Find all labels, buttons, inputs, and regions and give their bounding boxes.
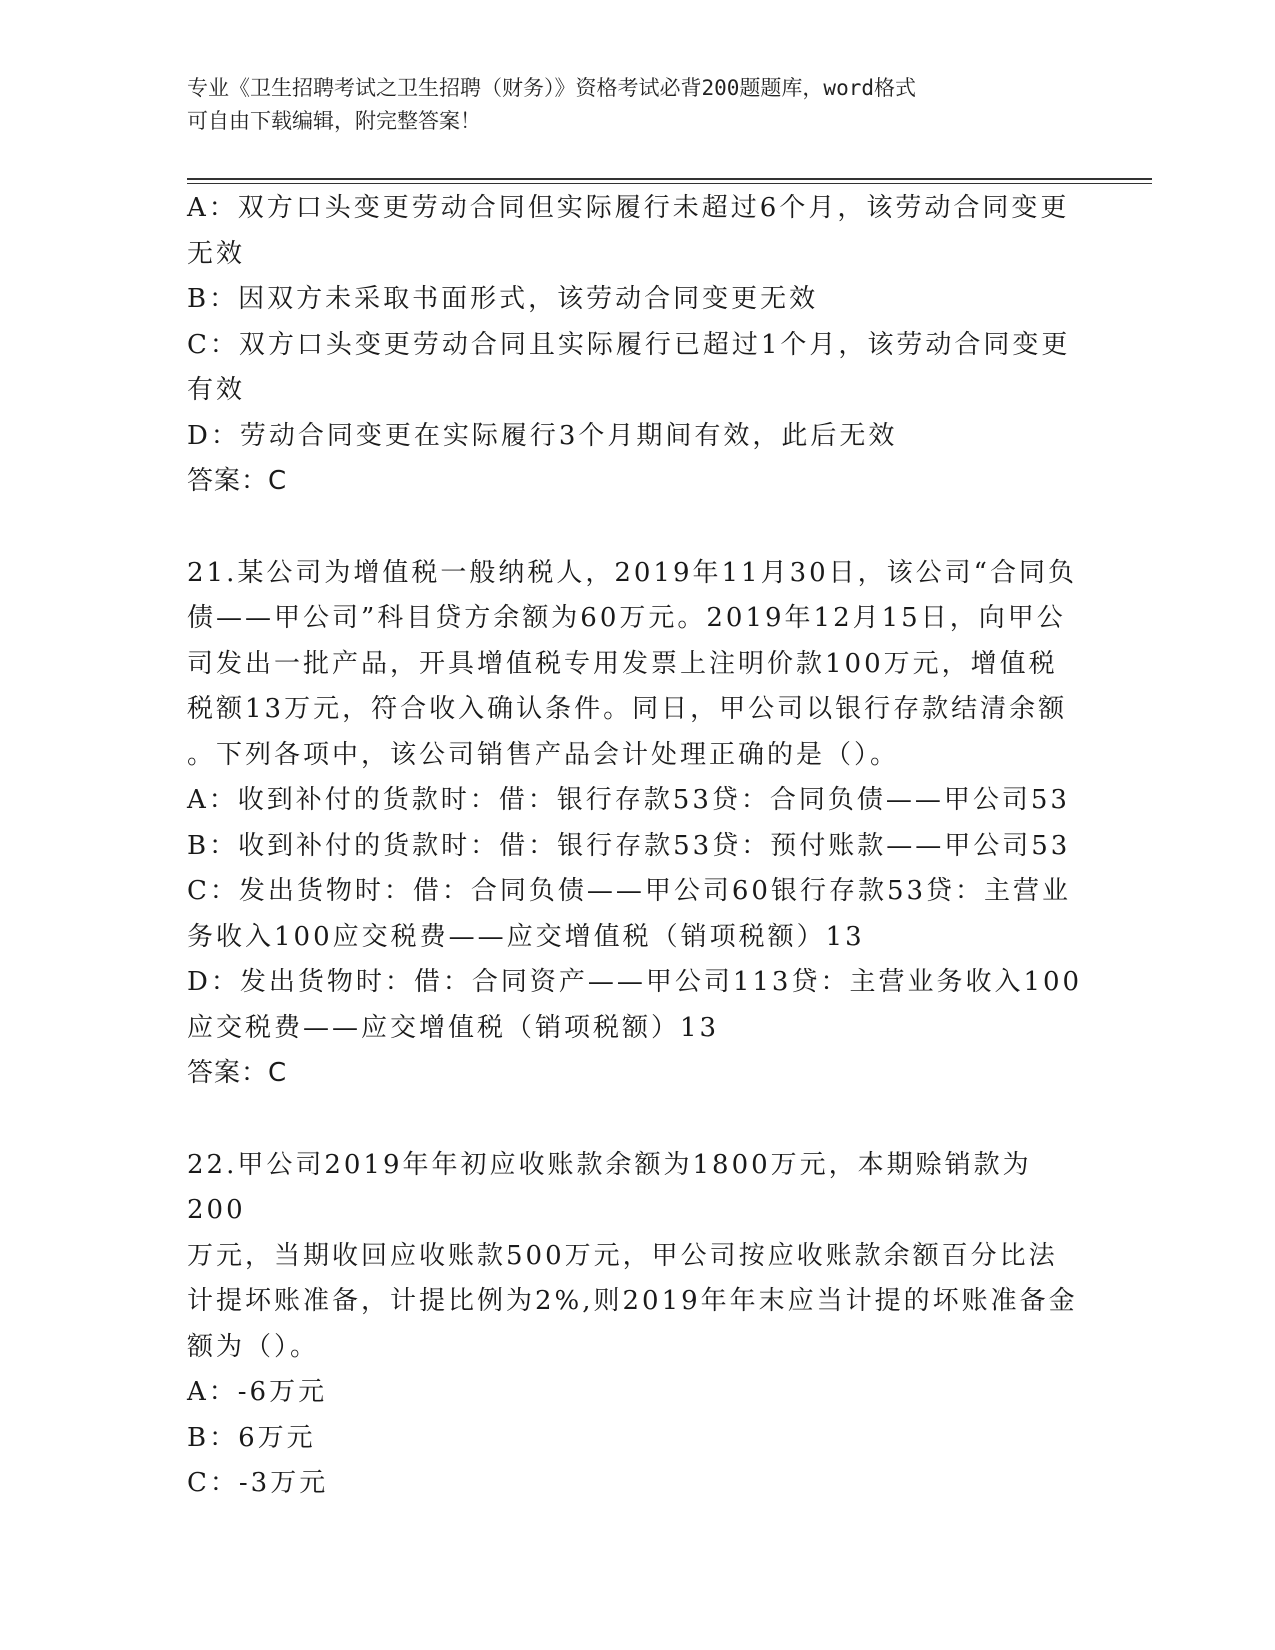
option-b: B：6万元	[187, 1422, 316, 1453]
document-body	[187, 186, 1087, 1507]
question-stem-line-3: 计提坏账准备，计提比例为2%,则2019年年末应当计提的坏账准备金	[187, 1286, 1078, 1316]
option-d: D：劳动合同变更在实际履行3个月期间有效，此后无效	[187, 420, 898, 451]
question-22	[187, 1143, 1087, 1507]
header-line-1: 专业《卫生招聘考试之卫生招聘（财务）》资格考试必背200题题库，word格式	[187, 76, 916, 100]
option-d-line-2: 应交税费——应交增值税（销项税额）13	[187, 1012, 720, 1043]
spacer	[187, 505, 1087, 551]
question-stem-line-4: 额为（）。	[187, 1331, 320, 1362]
option-b: B：因双方未采取书面形式，该劳动合同变更无效	[187, 284, 819, 314]
option-c-line-1: C：双方口头变更劳动合同且实际履行已超过1个月，该劳动合同变更	[187, 329, 1071, 360]
option-b: B：收到补付的货款时：借：银行存款53贷：预付账款——甲公司53	[187, 830, 1071, 861]
document-header	[187, 72, 1067, 138]
answer: 答案：C	[187, 466, 288, 496]
question-20	[187, 186, 1087, 505]
header-line-2: 可自由下载编辑，附完整答案！	[187, 109, 481, 133]
question-stem-line-3: 司发出一批产品，开具增值税专用发票上注明价款100万元，增值税	[187, 648, 1058, 679]
header-rule-thick	[187, 178, 1152, 180]
question-stem-line-1: 22.甲公司2019年年初应收账款余额为1800万元，本期赊销款为200	[187, 1149, 1032, 1225]
question-stem-line-2: 万元，当期收回应收账款500万元，甲公司按应收账款余额百分比法	[187, 1240, 1058, 1271]
option-d-line-1: D：发出货物时：借：合同资产——甲公司113贷：主营业务收入100	[187, 967, 1083, 997]
option-c-line-2: 务收入100应交税费——应交增值税（销项税额）13	[187, 921, 865, 952]
option-a: A：收到补付的货款时：借：银行存款53贷：合同负债——甲公司53	[187, 785, 1070, 815]
option-c-line-2: 有效	[187, 375, 246, 405]
option-c-line-1: C：发出货物时：借：合同负债——甲公司60银行存款53贷：主营业	[187, 876, 1072, 906]
option-a-line-1: A：双方口头变更劳动合同但实际履行未超过6个月，该劳动合同变更	[187, 193, 1070, 223]
option-a-line-2: 无效	[187, 238, 246, 269]
answer: 答案：C	[187, 1058, 288, 1088]
spacer	[187, 1097, 1087, 1143]
question-stem-line-1: 21.某公司为增值税一般纳税人，2019年11月30日，该公司“合同负	[187, 557, 1077, 588]
question-stem-line-4: 税额13万元，符合收入确认条件。同日，甲公司以银行存款结清余额	[187, 694, 1068, 724]
header-rule-thin	[187, 183, 1152, 184]
option-c: C：-3万元	[187, 1468, 329, 1498]
option-a: A：-6万元	[187, 1377, 328, 1407]
question-21	[187, 551, 1087, 1097]
question-stem-line-5: 。下列各项中，该公司销售产品会计处理正确的是（）。	[187, 739, 900, 770]
question-stem-line-2: 债——甲公司”科目贷方余额为60万元。2019年12月15日，向甲公	[187, 603, 1066, 633]
